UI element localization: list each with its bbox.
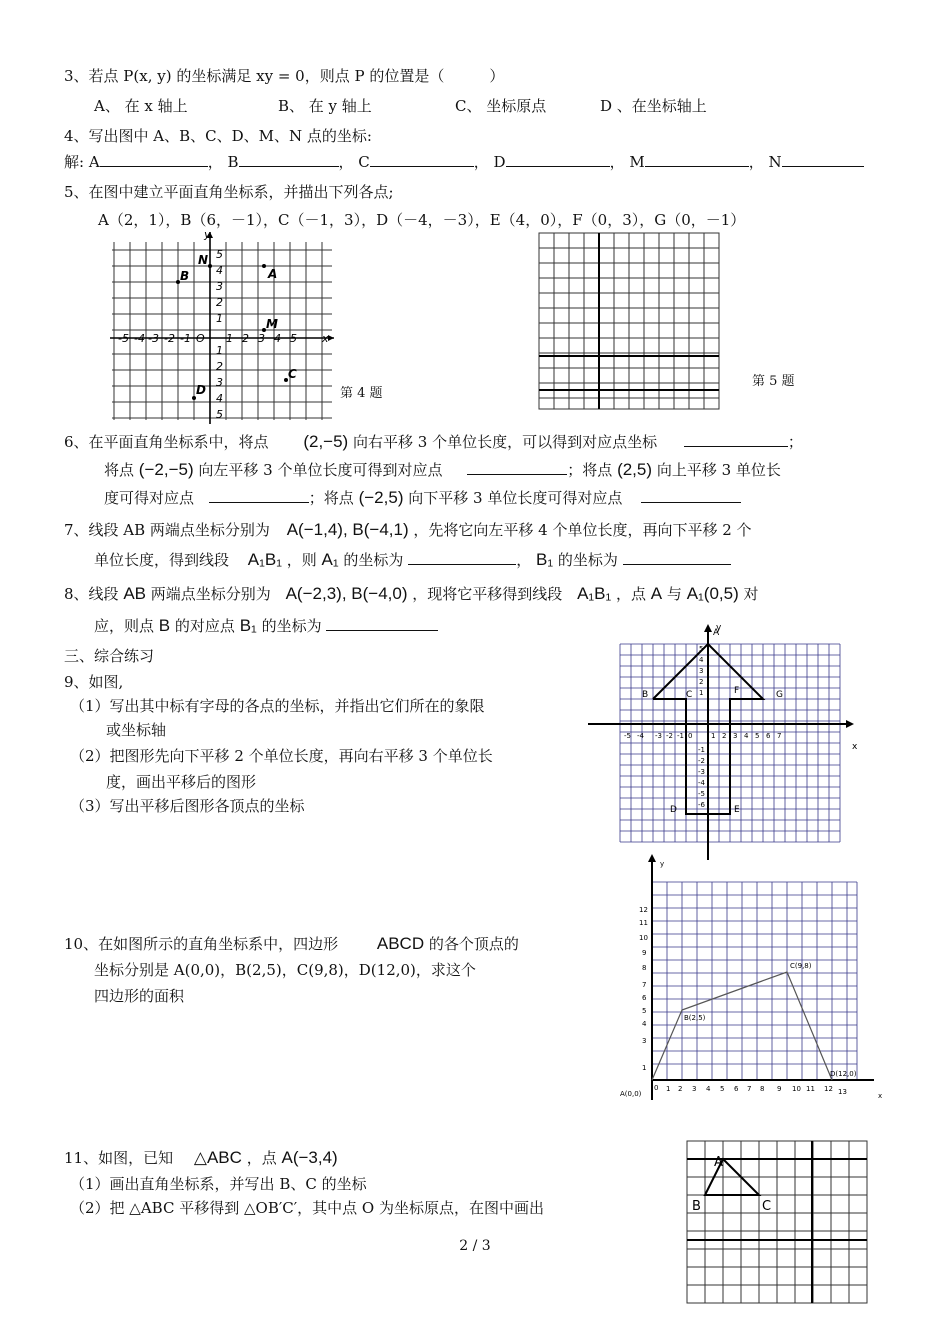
q8-point-a: A: [650, 584, 663, 603]
svg-text:2: 2: [722, 732, 727, 740]
q9-part-1: （1）写出其中标有字母的各点的坐标，并指出它们所在的象限: [70, 697, 485, 715]
svg-text:13: 13: [838, 1088, 847, 1096]
q6-text: 度可得对应点: [104, 489, 195, 507]
svg-text:6: 6: [642, 994, 647, 1002]
q6-line-3: [104, 488, 741, 508]
svg-text:-3: -3: [698, 768, 705, 776]
svg-text:3: 3: [699, 667, 704, 675]
svg-text:2: 2: [216, 296, 223, 309]
q9-label-c: C: [686, 690, 693, 700]
svg-text:-4: -4: [637, 732, 644, 740]
q9-title: 9、如图,: [64, 673, 124, 691]
q8-line-2: [94, 616, 438, 636]
svg-text:7: 7: [747, 1085, 752, 1093]
q4-x-axis-label: x: [322, 332, 329, 345]
svg-text:-3: -3: [655, 732, 662, 740]
q6-point-1: (2,−5): [303, 432, 349, 451]
q4-point-d: D: [493, 153, 506, 171]
q7-line-1: [64, 520, 752, 540]
q6-text: ；将点: [567, 461, 613, 479]
q5-points: A（2，1），B（6，－1），C（－1，3），D（－4，－3），E（4，0），F（0，3），G（0，－1）: [98, 211, 746, 229]
q10-label-c: C(9,8): [790, 962, 812, 970]
q4-coordinate-graph: [108, 228, 338, 428]
q4-blank-c[interactable]: [370, 152, 474, 167]
q11-text: ，点: [246, 1149, 277, 1167]
svg-text:5: 5: [720, 1085, 725, 1093]
q10-text: 10、在如图所示的直角坐标系中，四边形: [64, 935, 339, 953]
q11-point-a: A(−3,4): [281, 1148, 338, 1167]
q6-point-2: (−2,−5): [138, 460, 194, 479]
svg-text:6: 6: [734, 1085, 739, 1093]
q7-segment: A₁B₁: [247, 550, 282, 569]
q10-line-3: 四边形的面积: [94, 987, 185, 1005]
q10-label-d: D(12,0): [830, 1070, 857, 1078]
q11-part-1: （1）画出直角坐标系，并写出 B、C 的坐标: [70, 1175, 367, 1193]
q8-text: 的对应点: [174, 617, 235, 635]
q6-blank-3[interactable]: [209, 488, 309, 503]
q4-caption: 第 4 题: [340, 386, 383, 401]
q6-blank-2[interactable]: [467, 460, 567, 475]
svg-text:5: 5: [216, 408, 223, 421]
q8-text: 与: [666, 585, 682, 603]
svg-text:4: 4: [744, 732, 749, 740]
q8-segment-a1b1: A₁B₁: [577, 584, 612, 603]
q7-points: A(−1,4), B(−4,1): [286, 520, 409, 539]
q4-point-m: M: [629, 153, 645, 171]
section-3-heading: 三、综合练习: [64, 647, 155, 665]
q9-label-g: G: [776, 690, 783, 700]
svg-text:-3: -3: [148, 332, 159, 345]
q10-line-1: [64, 934, 519, 954]
svg-text:3: 3: [216, 376, 223, 389]
q10-label-b: B(2,5): [684, 1014, 706, 1022]
svg-text:12: 12: [639, 906, 648, 914]
q8-text: 8、线段: [64, 585, 119, 603]
q9-part-3: （3）写出平移后图形各顶点的坐标: [70, 797, 305, 815]
page-number: 2 / 3: [459, 1238, 491, 1254]
q6-text: 6、在平面直角坐标系中，将点: [64, 433, 269, 451]
svg-text:0: 0: [688, 732, 693, 740]
q6-blank-1[interactable]: [684, 432, 788, 447]
svg-text:1: 1: [699, 689, 704, 697]
q4-point-a: A: [88, 153, 100, 171]
q9-label-b: B: [642, 690, 649, 700]
q9-label-f: F: [734, 686, 740, 696]
svg-text:1: 1: [216, 344, 223, 357]
q11-grid: [686, 1140, 870, 1306]
q8-point-b: B: [158, 616, 171, 635]
svg-text:7: 7: [777, 732, 782, 740]
q6-point-4: (−2,5): [358, 488, 404, 507]
q7-blank-a1[interactable]: [408, 550, 516, 565]
q9-label-d: D: [670, 805, 677, 815]
q8-text: 应，则点: [94, 617, 155, 635]
svg-text:-2: -2: [164, 332, 175, 345]
svg-text:11: 11: [806, 1085, 815, 1093]
q7-text: ，先将它向左平移 4 个单位长度，再向下平移 2 个: [413, 521, 752, 539]
q8-line-1: [64, 584, 759, 604]
q8-text: ，现将它平移得到线段: [412, 585, 563, 603]
q10-label-a: A(0,0): [620, 1090, 642, 1098]
q4-blank-n[interactable]: [782, 152, 864, 167]
q7-blank-b1[interactable]: [623, 550, 731, 565]
q3-option-c: C、 坐标原点: [455, 97, 547, 115]
svg-text:10: 10: [792, 1085, 801, 1093]
q11-label-a: A: [714, 1155, 723, 1170]
svg-text:5: 5: [290, 332, 297, 345]
q3-option-d: D 、在坐标轴上: [600, 97, 707, 115]
q7-text: ，则: [286, 551, 317, 569]
svg-text:2: 2: [699, 678, 704, 686]
q7-text: ，: [516, 551, 532, 569]
svg-text:1: 1: [226, 332, 233, 345]
q10-text: 的各个顶点的: [428, 935, 519, 953]
svg-text:-1: -1: [180, 332, 191, 345]
q4-point-n: N: [768, 153, 782, 171]
svg-text:11: 11: [639, 919, 648, 927]
q3-option-b: B、 在 y 轴上: [278, 97, 372, 115]
q9-coordinate-graph: [588, 618, 878, 864]
q8-segment: AB: [123, 584, 147, 603]
q4-blank-b[interactable]: [239, 152, 339, 167]
q5-caption: 第 5 题: [752, 374, 795, 389]
q6-text: 向上平移 3 单位长: [656, 461, 781, 479]
q9-part-1-cont: 或坐标轴: [106, 721, 167, 739]
q11-text: 11、如图，已知: [64, 1149, 174, 1167]
svg-text:4: 4: [216, 264, 223, 277]
q3-question: 3、若点 P(x, y) 的坐标满足 xy = 0，则点 P 的位置是（ ）: [64, 67, 505, 85]
q7-line-2: [94, 550, 731, 570]
svg-text:2: 2: [678, 1085, 683, 1093]
q8-text: ，点: [616, 585, 647, 603]
q11-label-c: C: [762, 1199, 772, 1214]
q11-triangle: △ABC: [193, 1148, 242, 1167]
q10-origin-label: 0: [654, 1084, 659, 1092]
svg-text:2: 2: [242, 332, 249, 345]
q4-label-m: M: [266, 317, 278, 331]
q10-coordinate-graph: [612, 850, 902, 1110]
svg-text:4: 4: [274, 332, 281, 345]
q4-blank-d[interactable]: [506, 152, 610, 167]
q10-y-axis-label: y: [660, 860, 665, 868]
q5-empty-grid: [538, 232, 722, 412]
svg-text:9: 9: [642, 949, 647, 957]
svg-text:-1: -1: [698, 746, 705, 754]
svg-text:-6: -6: [698, 801, 705, 809]
q4-y-axis-label: y: [204, 228, 211, 241]
q6-text: 向右平移 3 个单位长度，可以得到对应点坐标: [353, 433, 658, 451]
q9-part-2-cont: 度，画出平移后的图形: [106, 773, 257, 791]
svg-text:-2: -2: [698, 757, 705, 765]
q4-label-b: B: [180, 269, 190, 283]
q8-text: 的坐标为: [261, 617, 322, 635]
q10-x-axis-label: x: [878, 1092, 883, 1100]
q11-part-2: （2）把 △ABC 平移得到 △OB′C′，其中点 O 为坐标原点，在图中画出: [70, 1199, 544, 1217]
svg-text:5: 5: [642, 1007, 647, 1015]
q8-text: 两端点坐标分别为: [150, 585, 271, 603]
q6-text: ；将点: [308, 489, 354, 507]
q7-point-b1: B₁: [535, 550, 554, 569]
q6-text: 向左平移 3 个单位长度可得到对应点: [198, 461, 443, 479]
svg-text:4: 4: [706, 1085, 711, 1093]
svg-text:8: 8: [642, 964, 647, 972]
q8-point-b1: B₁: [239, 616, 257, 635]
svg-text:-2: -2: [666, 732, 673, 740]
svg-text:-1: -1: [677, 732, 684, 740]
q8-blank-b1[interactable]: [326, 616, 438, 631]
svg-text:2: 2: [216, 360, 223, 373]
q11-line-1: [64, 1148, 338, 1168]
q6-point-3: (2,5): [617, 460, 653, 479]
q4-label-d: D: [196, 383, 206, 397]
q10-quadrilateral: ABCD: [376, 934, 425, 953]
q4-label-n: N: [198, 253, 209, 267]
q4-answer-line: 解: A ， B ， C ， D ， M ， N: [64, 152, 864, 172]
svg-text:12: 12: [824, 1085, 833, 1093]
q6-blank-4[interactable]: [641, 488, 741, 503]
svg-text:1: 1: [642, 1064, 647, 1072]
svg-text:-5: -5: [118, 332, 129, 345]
q8-points: A(−2,3), B(−4,0): [285, 584, 408, 603]
svg-text:5: 5: [216, 248, 223, 261]
q4-question: 4、写出图中 A、B、C、D、M、N 点的坐标:: [64, 127, 372, 145]
q3-option-a: A、 在 x 轴上: [94, 97, 188, 115]
svg-text:4: 4: [699, 656, 704, 664]
q7-text: 的坐标为: [557, 551, 618, 569]
q4-blank-m[interactable]: [645, 152, 749, 167]
q4-point-c: C: [358, 153, 370, 171]
q7-point-a1: A₁: [321, 550, 339, 569]
svg-text:-5: -5: [624, 732, 631, 740]
svg-text:6: 6: [766, 732, 771, 740]
svg-text:5: 5: [755, 732, 760, 740]
q5-question: 5、在图中建立平面直角坐标系，并描出下列各点;: [64, 183, 394, 201]
svg-text:1: 1: [216, 312, 223, 325]
q6-text: 向下平移 3 单位长度可得对应点: [408, 489, 623, 507]
q7-text: 单位长度，得到线段: [94, 551, 230, 569]
q7-text: 7、线段 AB 两端点坐标分别为: [64, 521, 270, 539]
svg-text:9: 9: [777, 1085, 782, 1093]
svg-text:3: 3: [692, 1085, 697, 1093]
q9-y-axis-label: y: [716, 623, 722, 633]
q4-label-a: A: [268, 267, 278, 281]
svg-text:-4: -4: [134, 332, 145, 345]
svg-text:1: 1: [666, 1085, 671, 1093]
svg-text:4: 4: [642, 1020, 647, 1028]
svg-text:O: O: [196, 332, 205, 345]
svg-text:1: 1: [711, 732, 716, 740]
svg-text:5: 5: [699, 645, 704, 653]
q4-point-b: B: [227, 153, 239, 171]
q8-text: 对: [743, 585, 759, 603]
q4-answer-label: 解:: [64, 153, 85, 171]
q11-label-b: B: [692, 1199, 701, 1214]
q6-line-1: 6、在平面直角坐标系中，将点 (2,−5) 向右平移 3 个单位长度，可以得到对应点坐标 ；: [64, 432, 803, 451]
q9-part-2: （2）把图形先向下平移 2 个单位长度，再向右平移 3 个单位长: [70, 747, 493, 765]
svg-text:8: 8: [760, 1085, 765, 1093]
q6-text: 将点: [104, 461, 135, 479]
q7-text: 的坐标为: [343, 551, 404, 569]
q9-label-a: A: [713, 628, 720, 638]
q4-label-c: C: [288, 367, 297, 381]
svg-text:-4: -4: [698, 779, 705, 787]
svg-text:3: 3: [258, 332, 265, 345]
svg-text:10: 10: [639, 934, 648, 942]
q9-x-axis-label: x: [852, 742, 858, 752]
svg-text:4: 4: [216, 392, 223, 405]
q4-blank-a[interactable]: [100, 152, 208, 167]
q9-label-e: E: [734, 805, 740, 815]
q6-line-2: [104, 460, 781, 480]
svg-text:7: 7: [642, 981, 647, 989]
svg-text:3: 3: [642, 1037, 647, 1045]
q10-line-2: 坐标分别是 A(0,0)，B(2,5)，C(9,8)，D(12,0)，求这个: [94, 961, 476, 979]
svg-text:-5: -5: [698, 790, 705, 798]
svg-text:3: 3: [733, 732, 738, 740]
q8-point-a1: A₁(0,5): [686, 584, 739, 603]
svg-text:3: 3: [216, 280, 223, 293]
